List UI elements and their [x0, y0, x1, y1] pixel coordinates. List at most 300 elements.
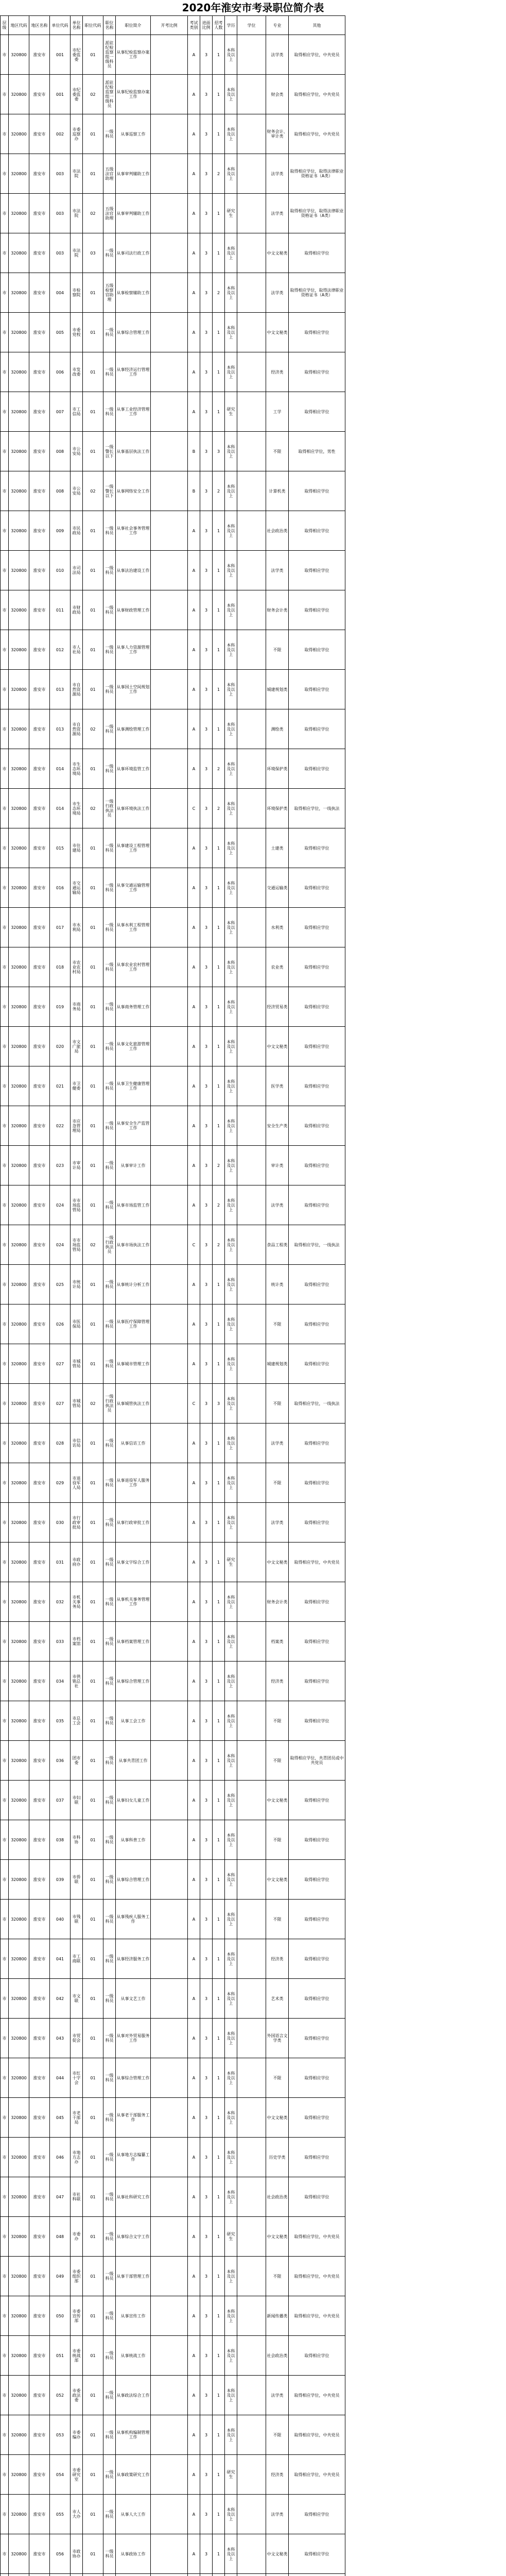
table-cell: 市机关事务局: [71, 1582, 83, 1622]
table-cell: 淮安市: [29, 947, 50, 987]
table-cell: 本科及以上: [225, 233, 237, 273]
table-cell: A: [188, 947, 200, 987]
table-cell: 市发改委: [71, 352, 83, 392]
column-header: 层级: [1, 16, 9, 35]
table-cell: A: [188, 1939, 200, 1979]
table-cell: 一级科员: [103, 908, 116, 947]
table-row: [1, 511, 506, 551]
table-cell: 淮安市: [29, 1423, 50, 1463]
table-cell: 3: [200, 1146, 213, 1185]
table-cell: 3: [200, 1741, 213, 1781]
table-cell: 市残联: [71, 1900, 83, 1939]
table-cell: 从事对外贸易服务工作: [116, 2019, 151, 2058]
table-cell: 市农业农村局: [71, 947, 83, 987]
table-cell: 市委统战部: [71, 2336, 83, 2376]
table-cell: [151, 1344, 188, 1384]
table-cell: A: [188, 1304, 200, 1344]
table-cell: [151, 2415, 188, 2455]
table-cell: 01: [83, 1582, 103, 1622]
table-cell: 社会政治类: [266, 511, 289, 551]
table-cell: 市政府办: [71, 1543, 83, 1582]
table-cell: 051: [50, 2336, 71, 2376]
table-cell: 1: [213, 590, 225, 630]
table-cell: 本科及以上: [225, 2376, 237, 2415]
table-cell: [237, 2534, 266, 2574]
table-cell: 本科及以上: [225, 1582, 237, 1622]
table-cell: 淮安市: [29, 2217, 50, 2257]
table-cell: 中文文秘类: [266, 1543, 289, 1582]
table-cell: 320800: [9, 2177, 29, 2217]
table-cell: 淮安市: [29, 2336, 50, 2376]
table-cell: [151, 1384, 188, 1423]
table-cell: [151, 1820, 188, 1860]
table-cell: A: [188, 2019, 200, 2058]
table-cell: 320800: [9, 1979, 29, 2019]
table-cell: 1: [213, 1344, 225, 1384]
table-cell: 市信访局: [71, 1423, 83, 1463]
table-cell: 市: [1, 511, 9, 551]
table-cell: 01: [83, 670, 103, 709]
table-cell: 从事社会事务管理工作: [116, 511, 151, 551]
table-cell: 01: [83, 2336, 103, 2376]
table-cell: 从事巡察工作: [116, 114, 151, 154]
table-cell: 从事建设工程管理工作: [116, 828, 151, 868]
table-cell: 新闻传播类: [266, 2296, 289, 2336]
table-row: [1, 2257, 506, 2296]
table-cell: [237, 1265, 266, 1304]
table-cell: [237, 1106, 266, 1146]
table-cell: 取得相应学位，中共党员: [289, 2376, 345, 2415]
table-cell: 1: [213, 233, 225, 273]
table-row: [1, 630, 506, 670]
table-cell: 淮安市: [29, 2534, 50, 2574]
table-cell: [237, 114, 266, 154]
table-cell: [237, 2257, 266, 2296]
table-cell: 淮安市: [29, 1304, 50, 1344]
table-cell: 淮安市: [29, 590, 50, 630]
table-cell: 1: [213, 313, 225, 352]
table-cell: 从事市场监管工作: [116, 1185, 151, 1225]
table-cell: 从事审计工作: [116, 1146, 151, 1185]
table-cell: 021: [50, 1066, 71, 1106]
table-cell: [237, 2138, 266, 2177]
table-cell: 014: [50, 749, 71, 789]
table-row: [1, 1265, 506, 1304]
table-cell: 3: [200, 2058, 213, 2098]
table-cell: 本科及以上: [225, 352, 237, 392]
table-cell: 淮安市: [29, 1344, 50, 1384]
table-row: [1, 1939, 506, 1979]
table-cell: 市: [1, 233, 9, 273]
table-cell: 医学类: [266, 1066, 289, 1106]
page-title: 2020年淮安市考录职位简介表: [182, 2, 324, 14]
table-cell: A: [188, 1146, 200, 1185]
table-cell: 3: [200, 2257, 213, 2296]
table-cell: 从事司法行政工作: [116, 233, 151, 273]
table-cell: 五级法官助理: [103, 194, 116, 233]
table-cell: 3: [200, 273, 213, 313]
table-cell: 淮安市: [29, 2257, 50, 2296]
table-cell: 取得相应学位: [289, 1622, 345, 1662]
table-cell: 一级行政执法员: [103, 789, 116, 828]
table-cell: A: [188, 630, 200, 670]
table-cell: [151, 551, 188, 590]
table-cell: 淮安市: [29, 2376, 50, 2415]
table-cell: 从事老干部服务工作: [116, 2098, 151, 2138]
table-cell: 法学类: [266, 1423, 289, 1463]
table-cell: 3: [200, 154, 213, 194]
table-cell: 取得相应学位: [289, 1185, 345, 1225]
table-cell: 320800: [9, 75, 29, 114]
table-cell: 淮安市: [29, 2138, 50, 2177]
column-header: 招考人数: [213, 16, 225, 35]
table-cell: 3: [200, 1265, 213, 1304]
table-cell: 320800: [9, 1820, 29, 1860]
table-cell: 市: [1, 1225, 9, 1265]
table-cell: A: [188, 1503, 200, 1543]
table-cell: 042: [50, 1979, 71, 2019]
table-cell: 取得相应学位: [289, 233, 345, 273]
table-cell: 从事经济服务工作: [116, 1939, 151, 1979]
table-cell: 01: [83, 2098, 103, 2138]
column-header: 单位名称: [71, 16, 83, 35]
table-cell: [151, 1543, 188, 1582]
table-cell: 3: [200, 1027, 213, 1066]
table-cell: [237, 511, 266, 551]
table-cell: [237, 432, 266, 471]
table-cell: 市: [1, 1582, 9, 1622]
table-row: [1, 2534, 506, 2574]
table-cell: 3: [200, 352, 213, 392]
table-cell: 一级科员: [103, 392, 116, 432]
table-cell: 01: [83, 2257, 103, 2296]
table-cell: 淮安市: [29, 868, 50, 908]
table-cell: 市: [1, 1106, 9, 1146]
table-cell: 016: [50, 868, 71, 908]
table-cell: 一级科员: [103, 1860, 116, 1900]
table-cell: 法学类: [266, 1503, 289, 1543]
table-cell: [237, 1900, 266, 1939]
table-cell: 法学类: [266, 2376, 289, 2415]
table-cell: 01: [83, 1027, 103, 1066]
table-cell: 淮安市: [29, 908, 50, 947]
table-cell: 本科及以上: [225, 1701, 237, 1741]
table-cell: 320800: [9, 1066, 29, 1106]
table-cell: 320800: [9, 1939, 29, 1979]
table-cell: 经济类: [266, 2455, 289, 2495]
table-cell: 一级科员: [103, 947, 116, 987]
table-cell: [237, 2296, 266, 2336]
table-cell: 320800: [9, 1146, 29, 1185]
table-cell: [237, 392, 266, 432]
table-cell: A: [188, 273, 200, 313]
table-cell: 统计类: [266, 1265, 289, 1304]
table-cell: A: [188, 1741, 200, 1781]
table-cell: 320800: [9, 1543, 29, 1582]
table-cell: 本科及以上: [225, 2138, 237, 2177]
table-cell: 市检察院: [71, 273, 83, 313]
table-cell: 市: [1, 1463, 9, 1503]
table-cell: 取得相应学位: [289, 590, 345, 630]
table-cell: A: [188, 194, 200, 233]
table-cell: 市城管局: [71, 1384, 83, 1423]
table-row: [1, 590, 506, 630]
table-cell: 1: [213, 1622, 225, 1662]
table-cell: 320800: [9, 1582, 29, 1622]
table-cell: C: [188, 1225, 200, 1265]
table-cell: 01: [83, 511, 103, 551]
table-cell: 01: [83, 1900, 103, 1939]
table-cell: 从事商务管理工作: [116, 987, 151, 1027]
table-cell: 市: [1, 987, 9, 1027]
table-cell: 一级行政执法员: [103, 1225, 116, 1265]
table-cell: 市: [1, 1185, 9, 1225]
table-cell: 一级科员: [103, 1344, 116, 1384]
table-cell: 023: [50, 1146, 71, 1185]
table-cell: [151, 2534, 188, 2574]
table-cell: [237, 908, 266, 947]
table-cell: 从事残疾人服务工作: [116, 1900, 151, 1939]
table-cell: [151, 828, 188, 868]
table-cell: 3: [200, 432, 213, 471]
table-cell: 安全生产类: [266, 1106, 289, 1146]
table-cell: 市: [1, 2296, 9, 2336]
table-cell: 淮安市: [29, 709, 50, 749]
table-cell: 淮安市: [29, 1146, 50, 1185]
table-cell: 01: [83, 2376, 103, 2415]
table-cell: 中文文秘类: [266, 1027, 289, 1066]
table-cell: 市红十字会: [71, 2058, 83, 2098]
table-cell: 从事工会工作: [116, 1701, 151, 1741]
table-cell: 市政协办: [71, 2534, 83, 2574]
table-cell: [237, 1979, 266, 2019]
table-cell: 从事检察辅助工作: [116, 273, 151, 313]
table-cell: 3: [200, 1622, 213, 1662]
table-cell: 淮安市: [29, 471, 50, 511]
table-cell: 从事水利工程管理工作: [116, 908, 151, 947]
table-cell: 从事政协工作: [116, 2534, 151, 2574]
table-cell: 02: [83, 789, 103, 828]
table-row: [1, 2217, 506, 2257]
table-cell: 3: [200, 2376, 213, 2415]
table-cell: 从事信访工作: [116, 1423, 151, 1463]
table-cell: 中文文秘类: [266, 1781, 289, 1820]
table-cell: 03: [83, 233, 103, 273]
table-cell: 外国语言文学类: [266, 2019, 289, 2058]
table-cell: 本科及以上: [225, 35, 237, 75]
table-cell: [151, 2376, 188, 2415]
table-row: [1, 908, 506, 947]
table-cell: 一级科员: [103, 2177, 116, 2217]
table-cell: 本科及以上: [225, 471, 237, 511]
column-header: 其他: [289, 16, 345, 35]
table-cell: 市市场监管局: [71, 1225, 83, 1265]
table-cell: 046: [50, 2138, 71, 2177]
table-cell: 01: [83, 590, 103, 630]
table-cell: 本科及以上: [225, 551, 237, 590]
table-cell: 一级警长以下: [103, 471, 116, 511]
table-row: [1, 432, 506, 471]
table-cell: 320800: [9, 709, 29, 749]
table-cell: 取得相应学位: [289, 511, 345, 551]
table-cell: 3: [200, 749, 213, 789]
table-cell: [151, 1582, 188, 1622]
table-cell: 3: [200, 2455, 213, 2495]
table-cell: 取得相应学位，中共党员: [289, 75, 345, 114]
table-cell: 不限: [266, 432, 289, 471]
table-row: [1, 2019, 506, 2058]
table-cell: 市: [1, 1265, 9, 1304]
table-cell: 3: [200, 1304, 213, 1344]
column-header: 地区名称: [29, 16, 50, 35]
table-cell: [237, 75, 266, 114]
table-cell: 01: [83, 1185, 103, 1225]
table-cell: 3: [200, 709, 213, 749]
table-cell: 3: [200, 2534, 213, 2574]
table-cell: 取得相应学位，取得法律职业资格证书（A类）: [289, 194, 345, 233]
table-cell: 取得相应学位: [289, 2019, 345, 2058]
table-cell: 不限: [266, 1820, 289, 1860]
table-cell: 市人大办: [71, 2495, 83, 2534]
table-cell: 市: [1, 1820, 9, 1860]
table-cell: 320800: [9, 1662, 29, 1701]
table-cell: 01: [83, 2217, 103, 2257]
table-row: [1, 1066, 506, 1106]
table-cell: 从事综合管理工作: [116, 1860, 151, 1900]
table-cell: 市自然资源局: [71, 670, 83, 709]
table-cell: 取得相应学位: [289, 1860, 345, 1900]
table-cell: [237, 2019, 266, 2058]
table-cell: 01: [83, 1503, 103, 1543]
table-cell: [151, 471, 188, 511]
table-cell: 市: [1, 2138, 9, 2177]
table-cell: 320800: [9, 114, 29, 154]
table-cell: 一级科员: [103, 1820, 116, 1860]
table-cell: 一级科员: [103, 2495, 116, 2534]
table-row: [1, 2296, 506, 2336]
table-cell: 01: [83, 1265, 103, 1304]
table-cell: 不限: [266, 1463, 289, 1503]
table-cell: 法学类: [266, 154, 289, 194]
table-cell: A: [188, 2495, 200, 2534]
table-cell: [237, 2574, 266, 2576]
table-cell: [151, 590, 188, 630]
table-cell: 淮安市: [29, 2495, 50, 2534]
table-cell: 一级科员: [103, 987, 116, 1027]
table-cell: 从事退役军人服务工作: [116, 1463, 151, 1503]
table-cell: 本科及以上: [225, 313, 237, 352]
table-cell: 本科及以上: [225, 511, 237, 551]
table-cell: 一级科员: [103, 1463, 116, 1503]
table-cell: C: [188, 1384, 200, 1423]
table-cell: A: [188, 392, 200, 432]
table-cell: 320800: [9, 670, 29, 709]
table-cell: 01: [83, 352, 103, 392]
table-cell: 取得相应学位，中共党员: [289, 2257, 345, 2296]
table-cell: 01: [83, 828, 103, 868]
table-cell: 法学类: [266, 194, 289, 233]
table-cell: 02: [83, 471, 103, 511]
table-cell: 从事共青团工作: [116, 1741, 151, 1781]
table-cell: [151, 2296, 188, 2336]
table-row: [1, 1741, 506, 1781]
table-cell: 1: [213, 352, 225, 392]
table-cell: 市: [1, 273, 9, 313]
table-cell: 01: [83, 1106, 103, 1146]
table-cell: 320800: [9, 1463, 29, 1503]
table-cell: 从事卫生健康管理工作: [116, 1066, 151, 1106]
table-row: [1, 1979, 506, 2019]
table-cell: [237, 1503, 266, 1543]
table-row: [1, 2058, 506, 2098]
table-cell: [237, 1781, 266, 1820]
table-cell: 一级科员: [103, 114, 116, 154]
table-cell: 市司法局: [71, 551, 83, 590]
table-row: [1, 1582, 506, 1622]
table-cell: A: [188, 2296, 200, 2336]
table-cell: 市行政审批局: [71, 1503, 83, 1543]
table-cell: 取得相应学位: [289, 1939, 345, 1979]
table-cell: 一级科员: [103, 1146, 116, 1185]
table-cell: 中文文秘类: [266, 313, 289, 352]
table-cell: A: [188, 1781, 200, 1820]
table-cell: 一级科员: [103, 2455, 116, 2495]
table-cell: 3: [200, 1820, 213, 1860]
table-cell: 1: [213, 1543, 225, 1582]
table-cell: 从事城市管理工作: [116, 1344, 151, 1384]
table-cell: 一级科员: [103, 1106, 116, 1146]
table-cell: 淮安市: [29, 1701, 50, 1741]
table-cell: 取得相应学位: [289, 2098, 345, 2138]
table-cell: [151, 868, 188, 908]
table-cell: 法学类: [266, 35, 289, 75]
table-cell: 取得相应学位: [289, 392, 345, 432]
table-cell: 市: [1, 1423, 9, 1463]
table-cell: 市: [1, 75, 9, 114]
table-cell: 淮安市: [29, 1979, 50, 2019]
table-cell: [237, 1582, 266, 1622]
table-cell: 从事城管执法工作: [116, 1384, 151, 1423]
table-cell: 本科及以上: [225, 987, 237, 1027]
table-cell: 一级科员: [103, 233, 116, 273]
table-row: [1, 1185, 506, 1225]
table-cell: 一级科员: [103, 1582, 116, 1622]
table-cell: 本科及以上: [225, 630, 237, 670]
table-cell: 淮安市: [29, 749, 50, 789]
table-cell: 一级科员: [103, 1304, 116, 1344]
table-cell: 015: [50, 828, 71, 868]
table-cell: 320800: [9, 313, 29, 352]
table-cell: A: [188, 2534, 200, 2574]
table-cell: 取得相应学位: [289, 1106, 345, 1146]
table-cell: 一级科员: [103, 511, 116, 551]
table-cell: [151, 2257, 188, 2296]
table-cell: [151, 2019, 188, 2058]
table-cell: 市: [1, 194, 9, 233]
table-cell: 3: [200, 1582, 213, 1622]
table-cell: [50, 2574, 71, 2576]
table-cell: 1: [213, 2376, 225, 2415]
table-cell: 024: [50, 1225, 71, 1265]
table-cell: 市统计局: [71, 1265, 83, 1304]
table-cell: 淮安市: [29, 35, 50, 75]
table-cell: 本科及以上: [225, 1423, 237, 1463]
table-cell: 从事财政管理工作: [116, 590, 151, 630]
table-cell: 1: [213, 2098, 225, 2138]
table-cell: A: [188, 35, 200, 75]
table-cell: 市: [1, 313, 9, 352]
table-row: [1, 2098, 506, 2138]
